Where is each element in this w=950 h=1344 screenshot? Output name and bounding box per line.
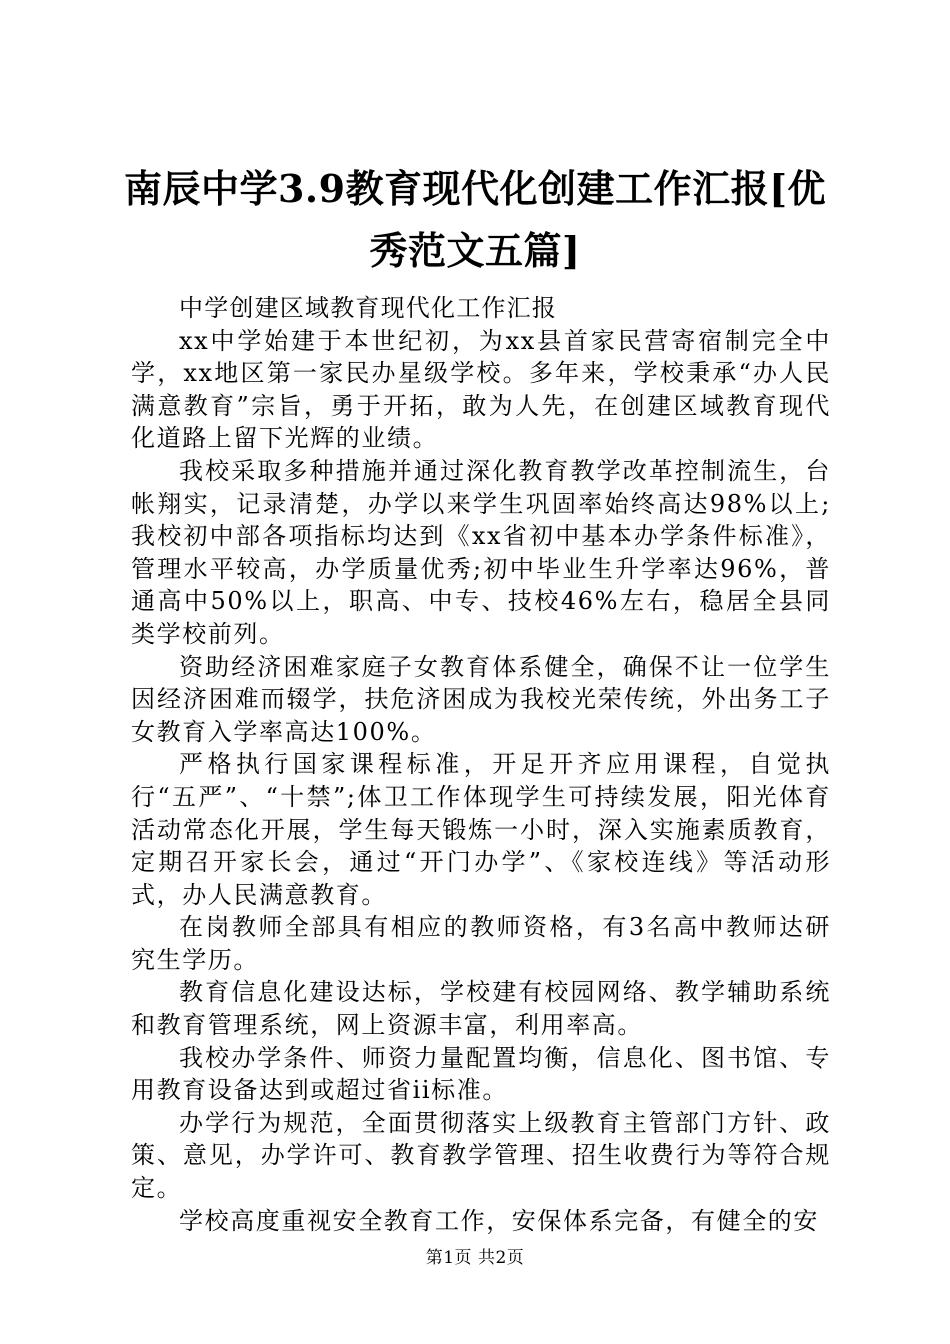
paragraph-safety: 学校高度重视安全教育工作，安保体系完备，有健全的安 bbox=[179, 1206, 819, 1235]
paragraph-conditions: 我校办学条件、师资力量配置均衡，信息化、图书馆、专用教育设备达到或超过省ii标准。 bbox=[131, 1043, 831, 1105]
document-body bbox=[131, 292, 831, 1237]
paragraph-retention: 我校采取多种措施并通过深化教育教学改革控制流生，台帐翔实，记录清楚，办学以来学生巩固率始终高达98%以上;我校初中部各项指标均达到《xx省初中基本办学条件标准》，管理水平较高，办学质量优秀;初中毕业生升学率达96%，普通高中50%以上，职高、中专、技校46%左右，稳居全县同类学校前列。 bbox=[131, 456, 831, 648]
paragraph-school-intro: xx中学始建于本世纪初，为xx县首家民营寄宿制完全中学，xx地区第一家民办星级学校。多年来，学校秉承“办人民满意教育”宗旨，勇于开拓，敢为人先，在创建区域教育现代化道路上留下光辉的业绩。 bbox=[131, 326, 831, 453]
section-heading: 中学创建区域教育现代化工作汇报 bbox=[179, 294, 557, 322]
paragraph-regulations: 办学行为规范，全面贯彻落实上级教育主管部门方针、政策、意见，办学许可、教育教学管理、招生收费行为等符合规定。 bbox=[131, 1108, 831, 1203]
page-number-footer: 第1页 共2页 bbox=[425, 1248, 525, 1268]
paragraph-curriculum: 严格执行国家课程标准，开足开齐应用课程，自觉执行“五严”、“十禁”;体卫工作体现学生可持续发展，阳光体育活动常态化开展，学生每天锻炼一小时，深入实施素质教育，定期召开家长会，通过“开门办学”、《家校连线》等活动形式，办人民满意教育。 bbox=[131, 750, 831, 909]
paragraph-informatization: 教育信息化建设达标，学校建有校园网络、教学辅助系统和教育管理系统，网上资源丰富，利用率高。 bbox=[131, 978, 831, 1040]
paragraph-financial-aid: 资助经济困难家庭子女教育体系健全，确保不让一位学生因经济困难而辍学，扶危济困成为我校光荣传统，外出务工子女教育入学率高达100%。 bbox=[131, 652, 831, 746]
paragraph-teachers: 在岗教师全部具有相应的教师资格，有3名高中教师达研究生学历。 bbox=[131, 913, 831, 974]
document-title: 南辰中学3.9教育现代化创建工作汇报[优秀范文五篇] bbox=[123, 166, 827, 273]
